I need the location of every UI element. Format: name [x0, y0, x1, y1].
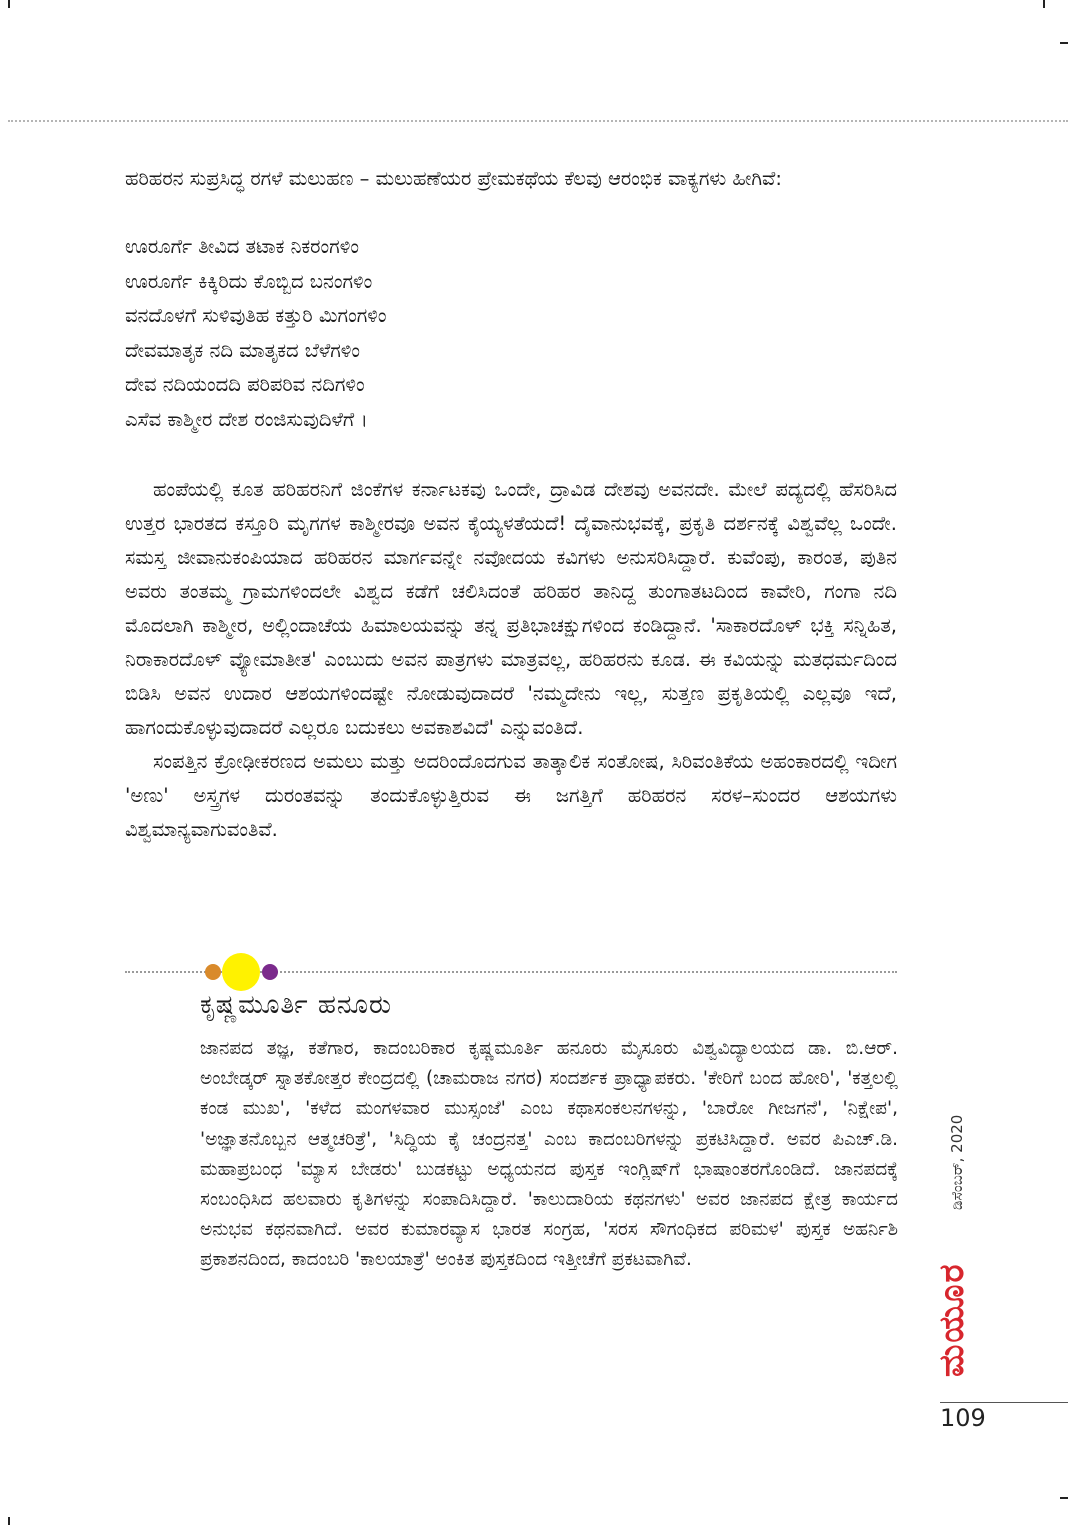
author-name: ಕೃಷ್ಣಮೂರ್ತಿ ಹನೂರು — [200, 990, 392, 1020]
verse-line: ದೇವ ನದಿಯಂದದಿ ಪರಿಪರಿವ ನದಿಗಳಿಂ — [125, 373, 365, 396]
yellow-dot — [222, 953, 260, 991]
body-paragraph: ಸಂಪತ್ತಿನ ಕ್ರೋಢೀಕರಣದ ಅಮಲು ಮತ್ತು ಅದರಿಂದೊದಗುವ ತಾತ್ಕಾಲಿಕ ಸಂತೋಷ, ಸಿರಿವಂತಿಕೆಯ ಅಹಂಕಾರದಲ್ಲಿ ಇದೀಗ 'ಅಣು' ಅಸ್ತ್ರಗಳ ದುರಂತವನ್ನು ತಂದುಕೊಳ್ಳುತ್ತಿರುವ ಈ ಜಗತ್ತಿಗೆ ಹರಿಹರನ ಸರಳ–ಸುಂದರ ಆಶಯಗಳು ವಿಶ್ವಮಾನ್ಯವಾಗುವಂತಿವೆ. — [125, 750, 897, 841]
orange-dot — [205, 964, 221, 980]
verse-line: ಊರೂರ್ಗೆ ಕಿಕ್ಕಿರಿದು ಕೊಬ್ಬಿದ ಬನಂಗಳಿಂ — [125, 269, 373, 293]
verse-block — [125, 230, 825, 437]
lead-text: ಹರಿಹರನ ಸುಪ್ರಸಿದ್ಧ ರಗಳೆ ಮಲುಹಣ – ಮಲುಹಣೆಯರ ಪ್ರೇಮಕಥೆಯ ಕೆಲವು ಆರಂಭಿಕ ವಾಕ್ಯಗಳು ಹೀಗಿವೆ: — [125, 167, 782, 190]
issue-date: ಡಿಸೆಂಬರ್, 2020 — [948, 1114, 966, 1210]
magazine-logo: ಮಯೂರ — [932, 1262, 972, 1378]
verse-line: ದೇವಮಾತೃಕ ನದಿ ಮಾತೃಕದ ಬೆಳೆಗಳಿಂ — [125, 338, 361, 362]
page-number-rule — [940, 1402, 1068, 1403]
verse-line: ವನದೊಳಗೆ ಸುಳಿವುತಿಹ ಕತ್ತುರಿ ಮಿಗಂಗಳಿಂ — [125, 304, 387, 327]
purple-dot — [262, 964, 278, 980]
page-number: 109 — [940, 1404, 986, 1432]
lead-paragraph — [125, 162, 897, 196]
crop-mark-right-lower — [1060, 1497, 1068, 1499]
verse-line: ಊರೂರ್ಗೆ ತೀವಿದ ತಟಾಕ ನಿಕರಂಗಳಿಂ — [125, 235, 359, 258]
body-text — [125, 473, 897, 847]
top-dotted-rule — [8, 120, 1068, 122]
verse-line: ಎಸೆವ ಕಾಶ್ಮೀರ ದೇಶ ರಂಜಿಸುವುದಿಳೆಗೆ । — [125, 407, 368, 431]
author-bio: ಜಾನಪದ ತಜ್ಞ, ಕತೆಗಾರ, ಕಾದಂಬರಿಕಾರ ಕೃಷ್ಣಮೂರ್ತಿ ಹನೂರು ಮೈಸೂರು ವಿಶ್ವವಿದ್ಯಾಲಯದ ಡಾ. ಬಿ.ಆರ್. ಅಂಬೇಡ್ಕರ್ ಸ್ನಾತಕೋತ್ತರ ಕೇಂದ್ರದಲ್ಲಿ (ಚಾಮರಾಜ ನಗರ) ಸಂದರ್ಶಕ ಪ್ರಾಧ್ಯಾಪಕರು. 'ಕೇರಿಗೆ ಬಂದ ಹೋರಿ', 'ಕತ್ತಲಲ್ಲಿ ಕಂಡ ಮುಖ', 'ಕಳೆದ ಮಂಗಳವಾರ ಮುಸ್ಸಂಜೆ' ಎಂಬ ಕಥಾಸಂಕಲನಗಳನ್ನು, 'ಬಾರೋ ಗೀಜಗನೆ', 'ನಿಕ್ಷೇಪ', 'ಅಜ್ಞಾತನೊಬ್ಬನ ಆತ್ಮಚರಿತ್ರೆ', 'ಸಿದ್ಧಿಯ ಕೈ ಚಂದ್ರನತ್ತ' ಎಂಬ ಕಾದಂಬರಿಗಳನ್ನು ಪ್ರಕಟಿಸಿದ್ದಾರೆ. ಅವರ ಪಿಎಚ್.ಡಿ. ಮಹಾಪ್ರಬಂಧ 'ಮ್ಯಾಸ ಬೇಡರು' ಬುಡಕಟ್ಟು ಅಧ್ಯಯನದ ಪುಸ್ತಕ ಇಂಗ್ಲಿಷ್‌ಗೆ ಭಾಷಾಂತರಗೊಂಡಿದೆ. ಜಾನಪದಕ್ಕೆ ಸಂಬಂಧಿಸಿದ ಹಲವಾರು ಕೃತಿಗಳನ್ನು ಸಂಪಾದಿಸಿದ್ದಾರೆ. 'ಕಾಲುದಾರಿಯ ಕಥನಗಳು' ಅವರ ಜಾನಪದ ಕ್ಷೇತ್ರ ಕಾರ್ಯದ ಅನುಭವ ಕಥನವಾಗಿದೆ. ಅವರ ಕುಮಾರವ್ಯಾಸ ಭಾರತ ಸಂಗ್ರಹ, 'ಸರಸ ಸೌಗಂಧಿಕದ ಪರಿಮಳ' ಪುಸ್ತಕ ಅಹರ್ನಿಶಿ ಪ್ರಕಾಶನದಿಂದ, ಕಾದಂಬರಿ 'ಕಾಲಯಾತ್ರೆ' ಅಂಕಿತ ಪುಸ್ತಕದಿಂದ ಇತ್ತೀಚೆಗೆ ಪ್ರಕಟವಾಗಿವೆ. — [200, 1038, 898, 1271]
crop-mark-top-right — [1043, 0, 1045, 8]
body-paragraph: ಹಂಪೆಯಲ್ಲಿ ಕೂತ ಹರಿಹರನಿಗೆ ಜಿಂಕೆಗಳ ಕರ್ನಾಟಕವು ಒಂದೇ, ದ್ರಾವಿಡ ದೇಶವು ಅವನದೇ. ಮೇಲೆ ಪದ್ಯದಲ್ಲಿ ಹೆಸರಿಸಿದ ಉತ್ತರ ಭಾರತದ ಕಸ್ತೂರಿ ಮೃಗಗಳ ಕಾಶ್ಮೀರವೂ ಅವನ ಕೈಯ್ಯಳತೆಯದೆ! ದೈವಾನುಭವಕ್ಕೆ, ಪ್ರಕೃತಿ ದರ್ಶನಕ್ಕೆ ವಿಶ್ವವೆಲ್ಲ ಒಂದೇ. ಸಮಸ್ತ ಜೀವಾನುಕಂಪಿಯಾದ ಹರಿಹರನ ಮಾರ್ಗವನ್ನೇ ನವೋದಯ ಕವಿಗಳು ಅನುಸರಿಸಿದ್ದಾರೆ. ಕುವೆಂಪು, ಕಾರಂತ, ಪುತಿನ ಅವರು ತಂತಮ್ಮ ಗ್ರಾಮಗಳಿಂದಲೇ ವಿಶ್ವದ ಕಡೆಗೆ ಚಲಿಸಿದಂತೆ ಹರಿಹರ ತಾನಿದ್ದ ತುಂಗಾತಟದಿಂದ ಕಾವೇರಿ, ಗಂಗಾ ನದಿ ಮೊದಲಾಗಿ ಕಾಶ್ಮೀರ, ಅಲ್ಲಿಂದಾಚೆಯ ಹಿಮಾಲಯವನ್ನು ತನ್ನ ಪ್ರತಿಭಾಚಕ್ಷುಗಳಿಂದ ಕಂಡಿದ್ದಾನೆ. 'ಸಾಕಾರದೊಳ್ ಭಕ್ತಿ ಸನ್ನಿಹಿತ, ನಿರಾಕಾರದೊಳ್ ವ್ಯೋಮಾತೀತ' ಎಂಬುದು ಅವನ ಪಾತ್ರಗಳು ಮಾತ್ರವಲ್ಲ, ಹರಿಹರನು ಕೂಡ. ಈ ಕವಿಯನ್ನು ಮತಧರ್ಮದಿಂದ ಬಿಡಿಸಿ ಅವನ ಉದಾರ ಆಶಯಗಳಿಂದಷ್ಟೇ ನೋಡುವುದಾದರೆ 'ನಮ್ಮದೇನು ಇಲ್ಲ, ಸುತ್ತಣ ಪ್ರಕೃತಿಯಲ್ಲಿ ಎಲ್ಲವೂ ಇದೆ, ಹಾಗಂದುಕೊಳ್ಳುವುದಾದರೆ ಎಲ್ಲರೂ ಬದುಕಲು ಅವಕಾಶವಿದೆ' ಎನ್ನುವಂತಿದೆ. — [125, 478, 897, 739]
crop-mark-bottom-left — [8, 1517, 10, 1525]
crop-mark-right-upper — [1060, 42, 1068, 44]
crop-mark-top-left — [8, 0, 10, 8]
